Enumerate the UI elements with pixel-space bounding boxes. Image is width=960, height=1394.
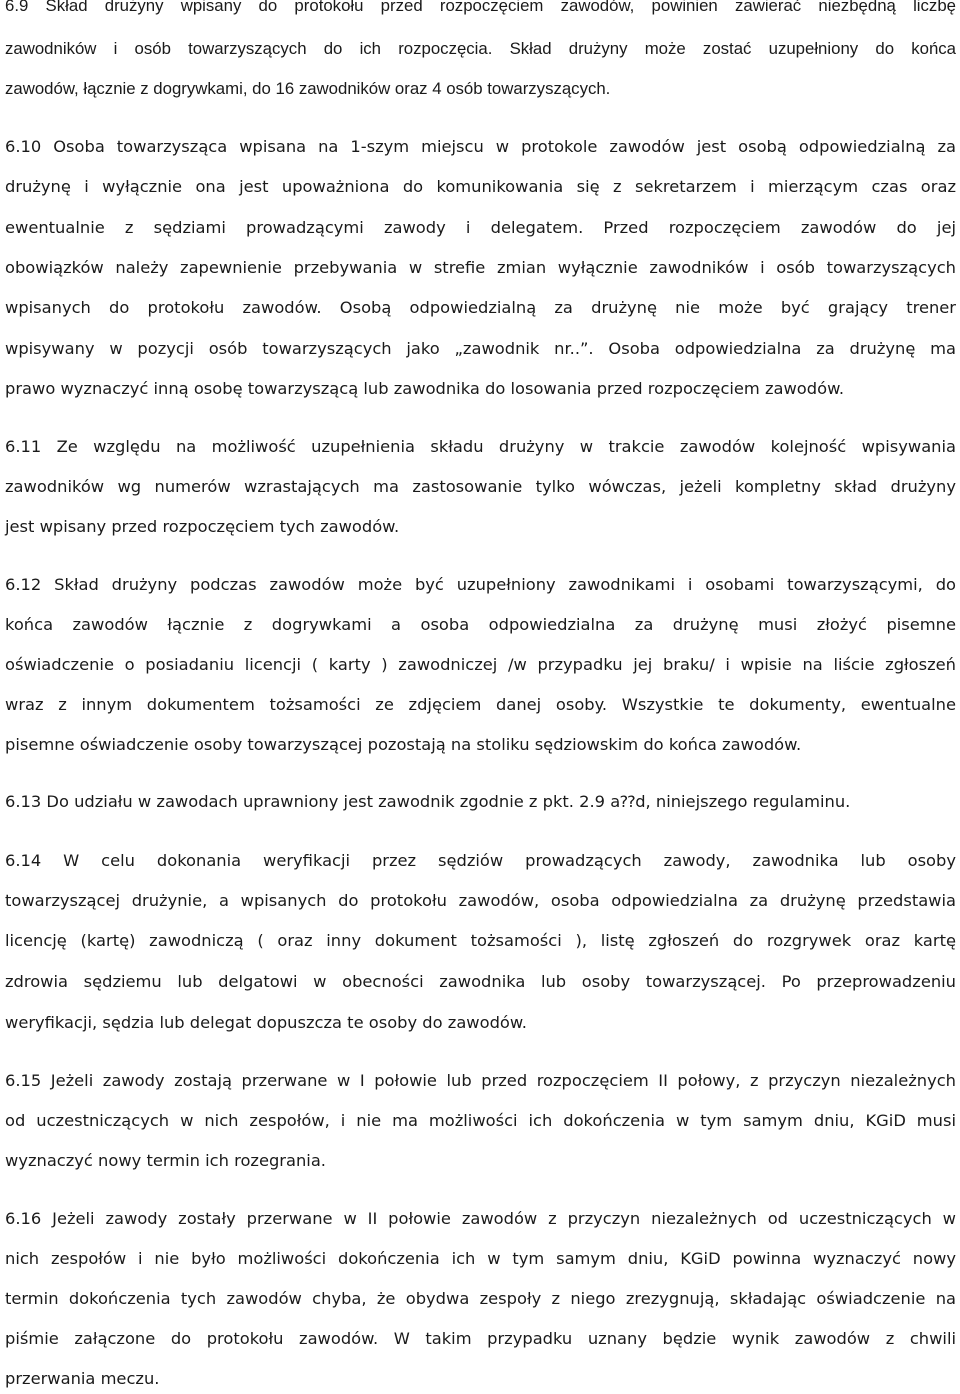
paragraph-6-14-line-3: licencję (kartę) zawodniczą ( oraz inny dokument tożsamości ), listę zgłoszeń do rozgrywek oraz kartę — [5, 931, 956, 950]
paragraph-6-16-line-1: 6.16 Jeżeli zawody zostały przerwane w II połowie zawodów z przyczyn niezależnych od uczestniczących w — [5, 1209, 956, 1228]
paragraph-6-14-line-5: weryfikacji, sędzia lub delegat dopuszcza te osoby do zawodów. — [5, 1013, 527, 1032]
paragraph-6-10-line-3: ewentualnie z sędziami prowadzącymi zawody i delegatem. Przed rozpoczęciem zawodów do jej — [5, 218, 956, 237]
paragraph-6-16-line-2: nich zespołów i nie było możliwości dokończenia ich w tym samym dniu, KGiD powinna wyznaczyć nowy — [5, 1249, 956, 1268]
paragraph-6-11-line-2: zawodników wg numerów wzrastających ma zastosowanie tylko wówczas, jeżeli kompletny skład drużyny — [5, 477, 956, 496]
paragraph-6-9-line-3: zawodów, łącznie z dogrywkami, do 16 zawodników oraz 4 osób towarzyszących. — [5, 79, 611, 98]
paragraph-6-10-line-7: prawo wyznaczyć inną osobę towarzyszącą lub zawodnika do losowania przed rozpoczęciem zawodów. — [5, 379, 845, 398]
paragraph-6-12-line-4: wraz z innym dokumentem tożsamości ze zdjęciem danej osoby. Wszystkie te dokumenty, ewentualne — [5, 695, 956, 714]
paragraph-6-14-line-1: 6.14 W celu dokonania weryfikacji przez sędziów prowadzących zawody, zawodnika lub osoby — [5, 851, 956, 870]
paragraph-6-11-line-3: jest wpisany przed rozpoczęciem tych zawodów. — [5, 517, 400, 536]
paragraph-6-16-line-3: termin dokończenia tych zawodów chyba, że obydwa zespoły z niego zrezygnują, składając oświadczenie na — [5, 1289, 956, 1308]
paragraph-6-16-line-5: przerwania meczu. — [5, 1369, 160, 1388]
paragraph-6-10-line-4: obowiązków należy zapewnienie przebywania w strefie zmian wyłącznie zawodników i osób towarzyszących — [5, 258, 956, 277]
paragraph-6-9-line-2: zawodników i osób towarzyszących do ich rozpoczęcia. Skład drużyny może zostać uzupełniony do końca — [5, 39, 956, 58]
paragraph-6-15-line-1: 6.15 Jeżeli zawody zostają przerwane w I połowie lub przed rozpoczęciem II połowy, z przyczyn niezależnych — [5, 1071, 956, 1090]
paragraph-6-12-line-2: końca zawodów łącznie z dogrywkami a osoba odpowiedzialna za drużynę musi złożyć pisemne — [5, 615, 956, 634]
paragraph-6-15-line-3: wyznaczyć nowy termin ich rozegrania. — [5, 1151, 326, 1170]
paragraph-6-11-line-1: 6.11 Ze względu na możliwość uzupełnienia składu drużyny w trakcie zawodów kolejność wpisywania — [5, 437, 956, 456]
paragraph-6-15-line-2: od uczestniczących w nich zespołów, i nie ma możliwości ich dokończenia w tym samym dniu, KGiD musi — [5, 1111, 956, 1130]
paragraph-6-16-line-4: piśmie załączone do protokołu zawodów. W takim przypadku uznany będzie wynik zawodów z chwili — [5, 1329, 956, 1348]
paragraph-6-10-line-2: drużynę i wyłącznie ona jest upoważniona do komunikowania się z sekretarzem i mierzącym czas oraz — [5, 177, 956, 196]
paragraph-6-14-line-4: zdrowia sędziemu lub delgatowi w obecności zawodnika lub osoby towarzyszącej. Po przeprowadzeniu — [5, 972, 956, 991]
paragraph-6-10-line-6: wpisywany w pozycji osób towarzyszących jako „zawodnik nr..”. Osoba odpowiedzialna za drużynę ma — [5, 339, 956, 358]
paragraph-6-14-line-2: towarzyszącej drużynie, a wpisanych do protokołu zawodów, osoba odpowiedzialna za drużynę przedstawia — [5, 891, 956, 910]
paragraph-6-12-line-5: pisemne oświadczenie osoby towarzyszącej pozostają na stoliku sędziowskim do końca zawodów. — [5, 735, 802, 754]
paragraph-6-12-line-3: oświadczenie o posiadaniu licencji ( karty ) zawodniczej /w przypadku jej braku/ i wpisie na liście zgłoszeń — [5, 655, 956, 674]
paragraph-6-10-line-1: 6.10 Osoba towarzysząca wpisana na 1-szym miejscu w protokole zawodów jest osobą odpowiedzialną za — [5, 137, 956, 156]
paragraph-6-10-line-5: wpisanych do protokołu zawodów. Osobą odpowiedzialną za drużynę nie może być grający trener — [5, 298, 956, 317]
paragraph-6-9-line-1: 6.9 Skład drużyny wpisany do protokołu przed rozpoczęciem zawodów, powinien zawierać niezbędną liczbę — [5, 0, 956, 15]
paragraph-6-13-line-1: 6.13 Do udziału w zawodach uprawniony jest zawodnik zgodnie z pkt. 2.9 a⁇d, niniejszego regulaminu. — [5, 792, 851, 811]
paragraph-6-12-line-1: 6.12 Skład drużyny podczas zawodów może być uzupełniony zawodnikami i osobami towarzyszącymi, do — [5, 575, 956, 594]
